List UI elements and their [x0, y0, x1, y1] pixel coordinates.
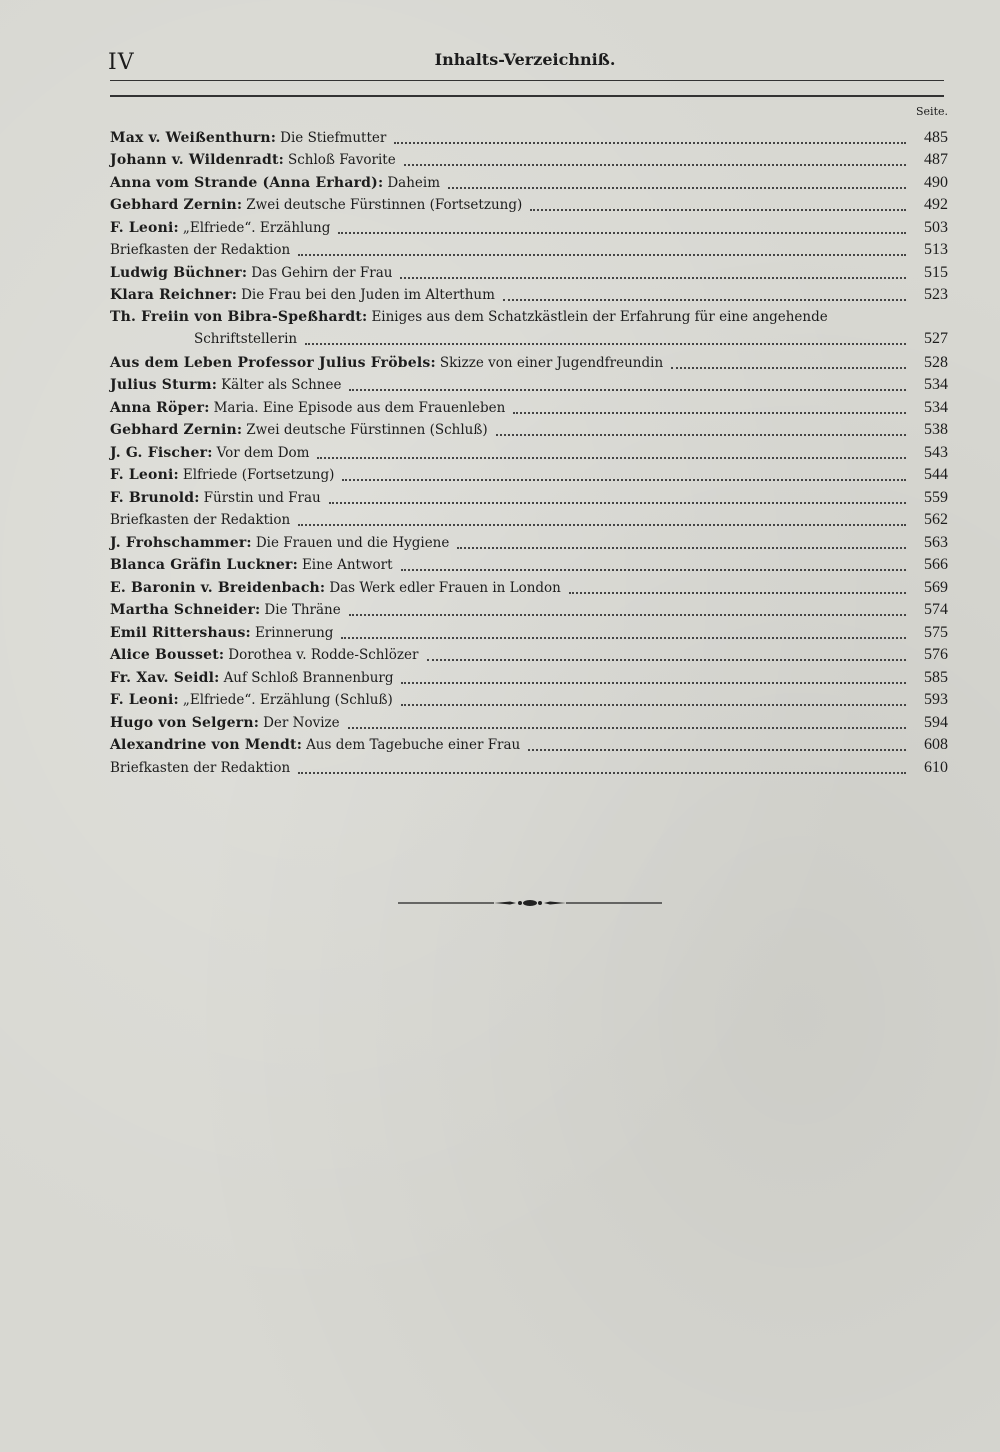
toc-author: Anna vom Strande (Anna Erhard):	[110, 174, 384, 191]
toc-page-number: 594	[924, 713, 948, 731]
dot-leader	[349, 379, 906, 391]
toc-title: Kälter als Schnee	[221, 377, 342, 393]
dot-leader	[329, 492, 906, 504]
toc-author: Johann v. Wildenradt:	[110, 152, 284, 168]
toc-entry	[110, 417, 948, 440]
toc-entry	[110, 124, 948, 147]
dot-leader	[513, 402, 906, 414]
toc-page-number: 575	[924, 623, 948, 641]
toc-entry	[110, 754, 948, 777]
toc-author: Alexandrine von Mendt:	[110, 737, 303, 753]
toc-page-number: 576	[924, 646, 948, 663]
dot-leader	[342, 469, 906, 481]
dot-leader	[338, 222, 906, 234]
toc-title: Eine Antwort	[301, 557, 393, 573]
toc-author: Gebhard Zernin:	[110, 422, 243, 438]
header-rule-thin	[110, 80, 944, 81]
toc-page-number: 513	[924, 241, 948, 258]
toc-title: Briefkasten der Redaktion	[110, 512, 291, 528]
toc-title: Das Gehirn der Frau	[251, 264, 393, 281]
toc-page-number: 610	[924, 758, 948, 776]
toc-author: Fr. Xav. Seidl:	[110, 669, 220, 686]
toc-title: Briefkasten der Redaktion	[110, 759, 291, 776]
toc-title: Fürstin und Frau	[203, 489, 321, 506]
toc-page-number: 543	[924, 443, 948, 461]
toc-title: Aus dem Tagebuche einer Frau	[306, 737, 521, 753]
page-number: IV	[108, 50, 135, 75]
toc-entry	[110, 214, 948, 237]
dot-leader	[448, 177, 906, 189]
toc-page-number: 528	[924, 353, 948, 371]
dot-leader	[530, 199, 906, 211]
toc-entry	[110, 394, 948, 417]
toc-title: Die Stiefmutter	[280, 129, 387, 146]
toc-entry-line	[110, 304, 900, 326]
toc-title: Die Frauen und die Hygiene	[255, 534, 450, 551]
toc-page-number: 487	[924, 151, 948, 168]
dot-leader	[427, 649, 907, 661]
toc-author: Julius Sturm:	[110, 377, 218, 393]
toc-page-number: 608	[924, 736, 948, 753]
toc-page-number: 563	[924, 533, 948, 551]
toc-entry	[110, 709, 948, 732]
toc-page-number: 544	[924, 466, 948, 483]
toc-page-number: 534	[924, 376, 948, 393]
toc-author: Hugo von Selgern:	[110, 714, 260, 731]
toc-entry	[110, 237, 948, 260]
toc-title: Die Frau bei den Juden im Alterthum	[241, 287, 495, 303]
toc-page-number: 492	[924, 196, 948, 213]
dot-leader	[349, 604, 906, 616]
dot-leader	[671, 357, 906, 369]
toc-entry	[110, 732, 948, 755]
toc-title: Die Thräne	[264, 602, 341, 618]
page-column-header: Seite.	[916, 105, 948, 118]
toc-entry	[110, 147, 948, 170]
toc-author: Klara Reichner:	[110, 287, 238, 303]
dot-leader	[503, 289, 906, 301]
toc-page-number: 523	[924, 286, 948, 303]
page-header	[108, 46, 942, 80]
toc-author: J. Frohschammer:	[110, 534, 252, 551]
toc-author: F. Brunold:	[110, 489, 200, 506]
table-of-contents	[110, 124, 948, 777]
toc-entry	[110, 349, 948, 372]
dot-leader	[457, 537, 906, 549]
toc-page-number: 559	[924, 488, 948, 506]
toc-title: Das Werk edler Frauen in London	[329, 579, 561, 596]
toc-page-number: 593	[924, 691, 948, 708]
toc-author: Anna Röper:	[110, 399, 210, 416]
toc-title: Dorothea v. Rodde-Schlözer	[228, 647, 419, 663]
toc-author: Th. Freiin von Bibra-Speßhardt:	[110, 309, 368, 325]
toc-title: „Elfriede“. Erzählung	[182, 219, 331, 236]
toc-entry	[110, 484, 948, 507]
running-title: Inhalts-Verzeichniß.	[434, 50, 616, 69]
toc-page-number: 538	[924, 421, 948, 438]
dot-leader	[401, 694, 906, 706]
toc-title: Zwei deutsche Fürstinnen (Fortsetzung)	[246, 197, 523, 213]
toc-entry	[110, 664, 948, 687]
dot-leader	[341, 627, 906, 639]
toc-entry	[110, 282, 948, 305]
toc-page-number: 515	[924, 263, 948, 281]
toc-entry	[110, 259, 948, 282]
toc-page-number: 562	[924, 511, 948, 528]
toc-page-number: 534	[924, 398, 948, 416]
toc-page-number: 503	[924, 218, 948, 236]
toc-entry	[110, 619, 948, 642]
dot-leader	[298, 762, 906, 774]
dot-leader	[401, 559, 906, 571]
toc-page-number: 527	[924, 330, 948, 347]
toc-author: F. Leoni:	[110, 219, 179, 236]
dot-leader	[401, 672, 906, 684]
toc-title: „Elfriede“. Erzählung (Schluß)	[182, 692, 393, 708]
dot-leader	[496, 424, 906, 436]
dot-leader	[404, 154, 906, 166]
toc-page-number: 569	[924, 578, 948, 596]
toc-title: Skizze von einer Jugendfreundin	[439, 354, 664, 371]
toc-author: Martha Schneider:	[110, 602, 261, 618]
toc-entry	[110, 529, 948, 552]
toc-entry	[110, 439, 948, 462]
toc-entry	[110, 574, 948, 597]
toc-entry	[110, 597, 948, 620]
dot-leader	[394, 132, 906, 144]
toc-author: Blanca Gräfin Luckner:	[110, 557, 298, 573]
header-rule-thick	[110, 95, 944, 97]
toc-entry	[110, 552, 948, 575]
toc-title: Elfriede (Fortsetzung)	[182, 467, 335, 483]
dot-leader	[317, 447, 906, 459]
toc-entry	[110, 372, 948, 395]
toc-page-number: 490	[924, 173, 948, 191]
toc-page-number: 585	[924, 668, 948, 686]
toc-title: Daheim	[387, 174, 441, 191]
toc-author: Max v. Weißenthurn:	[110, 129, 277, 146]
toc-entry	[110, 462, 948, 485]
toc-entry	[110, 642, 948, 665]
toc-author: Emil Rittershaus:	[110, 624, 251, 641]
toc-page-number: 566	[924, 556, 948, 573]
toc-entry	[110, 304, 948, 349]
dot-leader	[528, 739, 906, 751]
toc-author: F. Leoni:	[110, 467, 179, 483]
toc-author: Aus dem Leben Professor Julius Fröbels:	[110, 354, 436, 371]
dot-leader	[569, 582, 906, 594]
toc-page-number: 485	[924, 128, 948, 146]
toc-title: Der Novize	[263, 714, 340, 731]
toc-title: Einiges aus dem Schatzkästlein der Erfahrung für eine angehende	[371, 309, 828, 325]
toc-page-number: 574	[924, 601, 948, 618]
toc-entry	[110, 687, 948, 710]
toc-author: Ludwig Büchner:	[110, 264, 248, 281]
toc-title: Maria. Eine Episode aus dem Frauenleben	[213, 399, 506, 416]
toc-author: Alice Bousset:	[110, 647, 225, 663]
toc-author: E. Baronin v. Breidenbach:	[110, 579, 326, 596]
dot-leader	[400, 267, 906, 279]
toc-entry	[110, 507, 948, 530]
flourish-divider-icon	[398, 893, 662, 913]
toc-title: Vor dem Dom	[216, 444, 310, 461]
toc-title: Briefkasten der Redaktion	[110, 242, 291, 258]
toc-entry-line	[190, 326, 948, 348]
toc-title: Erinnerung	[254, 624, 334, 641]
toc-author: J. G. Fischer:	[110, 444, 213, 461]
toc-title: Schloß Favorite	[287, 152, 396, 168]
dot-leader	[298, 514, 906, 526]
dot-leader	[305, 333, 906, 345]
dot-leader	[298, 244, 906, 256]
toc-title-continuation: Schriftstellerin	[194, 331, 298, 347]
toc-author: F. Leoni:	[110, 692, 179, 708]
toc-title: Zwei deutsche Fürstinnen (Schluß)	[246, 422, 488, 438]
toc-entry	[110, 169, 948, 192]
toc-title: Auf Schloß Brannenburg	[223, 669, 394, 686]
dot-leader	[348, 717, 906, 729]
toc-entry	[110, 192, 948, 215]
toc-author: Gebhard Zernin:	[110, 197, 243, 213]
